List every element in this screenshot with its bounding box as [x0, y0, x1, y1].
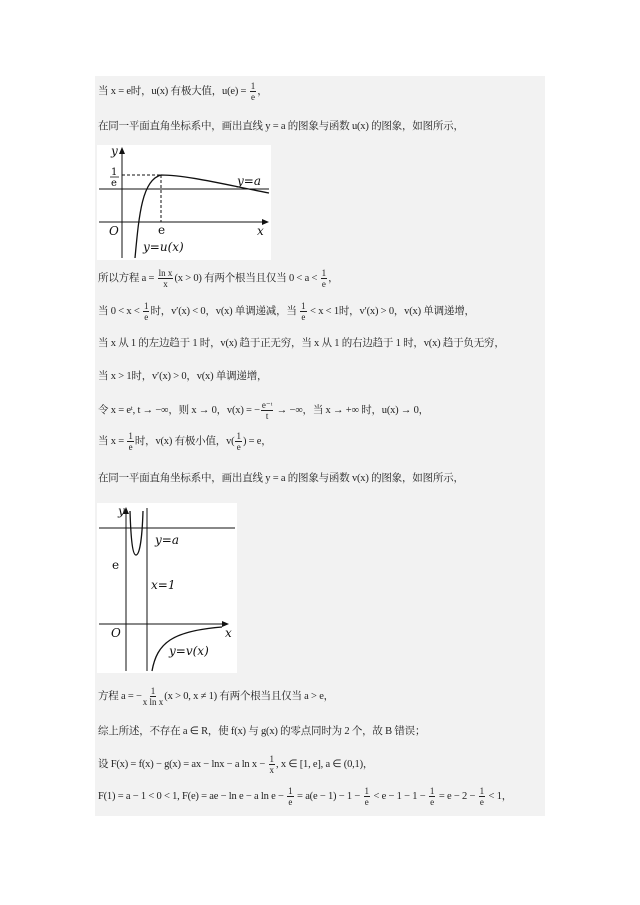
- y-axis-label: y: [111, 145, 118, 158]
- fraction: [127, 431, 134, 452]
- denominator: e: [364, 797, 369, 808]
- text-line: [98, 397, 544, 425]
- fraction: [364, 786, 371, 807]
- fraction: [143, 301, 150, 322]
- text-segment: 当 0 < x <: [98, 306, 142, 317]
- text-line: [98, 330, 544, 358]
- fraction: [250, 81, 257, 102]
- numerator: 1: [128, 431, 133, 442]
- tick-e: e: [158, 223, 166, 237]
- text-segment: 当 x =: [98, 436, 127, 447]
- text-segment: ，: [257, 86, 268, 97]
- text-segment: 方程 a = −: [98, 691, 142, 702]
- text-segment: 在同一平面直角坐标系中，画出直线 y = a 的图象与函数 u(x) 的图象，如图所示，: [98, 121, 464, 132]
- fraction: [287, 786, 294, 807]
- text-segment: = a(e − 1) − 1 −: [294, 791, 363, 802]
- text-line: [98, 783, 544, 811]
- fraction: [321, 268, 328, 289]
- fraction: [269, 754, 276, 775]
- x-axis-label: x: [225, 626, 232, 640]
- graph-v: [97, 503, 237, 673]
- text-segment: 当 x = e时，u(x) 有极大值，u(e) =: [98, 86, 249, 97]
- numerator: 1: [429, 786, 435, 797]
- text-segment: (x > 0, x ≠ 1) 有两个根当且仅当 a > e，: [164, 691, 334, 702]
- text-segment: 当 x 从 1 的左边趋于 1 时，v(x) 趋于正无穷，当 x 从 1 的右边趋于 1 时，v(x) 趋于负无穷，: [98, 338, 505, 349]
- text-segment: 令 x = eᵗ, t → −∞，则 x → 0，v(x) = −: [98, 405, 260, 416]
- x-axis-label: x: [257, 224, 264, 238]
- origin-label: O: [111, 626, 121, 640]
- text-segment: 综上所述，不存在 a ∈ R，使 f(x) 与 g(x) 的零点同时为 2 个，故 B 错误；: [98, 726, 426, 737]
- denominator: x: [163, 279, 168, 290]
- denominator: e: [250, 92, 255, 103]
- text-line: [98, 298, 544, 326]
- numerator: 1: [479, 786, 485, 797]
- numerator: 1: [236, 431, 241, 442]
- text-line: [98, 683, 544, 711]
- denominator: e: [236, 442, 241, 453]
- text-line: [98, 465, 544, 493]
- text-line: [98, 363, 544, 391]
- asymptote-label: x=1: [151, 578, 176, 592]
- y-axis-label: y: [118, 504, 125, 518]
- numerator: 1: [364, 786, 370, 797]
- fraction: [429, 786, 436, 807]
- denominator: e: [321, 279, 326, 290]
- fraction: [158, 268, 174, 289]
- text-segment: 当 x > 1时，v′(x) > 0，v(x) 单调递增，: [98, 371, 268, 382]
- curve-label: y=u(x): [143, 240, 184, 254]
- fraction: [300, 301, 307, 322]
- text-segment: = e − 2 −: [436, 791, 478, 802]
- fraction: [143, 686, 164, 707]
- denominator: x: [269, 765, 275, 776]
- denominator: t: [265, 411, 269, 422]
- text-segment: (x > 0) 有两个根当且仅当 0 < a <: [174, 273, 320, 284]
- fraction: [261, 400, 273, 421]
- text-segment: 所以方程 a =: [98, 273, 157, 284]
- fraction: [235, 431, 242, 452]
- denominator: e: [430, 797, 435, 808]
- text-line: [98, 78, 544, 106]
- text-segment: ，: [328, 273, 339, 284]
- origin-label: O: [109, 224, 119, 238]
- denominator: e: [144, 312, 149, 323]
- numerator: 1: [269, 754, 275, 765]
- text-segment: 在同一平面直角坐标系中，画出直线 y = a 的图象与函数 v(x) 的图象，如图所示，: [98, 473, 464, 484]
- text-line: [98, 751, 544, 779]
- numerator: 1: [301, 301, 306, 312]
- text-line: [98, 718, 544, 746]
- text-segment: 时，v(x) 有极小值，v(: [134, 436, 235, 447]
- line-label: y=a: [155, 533, 179, 547]
- numerator: 1: [288, 786, 293, 797]
- numerator: 1: [321, 268, 327, 279]
- tick-one: 1: [111, 167, 118, 178]
- text-segment: < 1，: [486, 791, 513, 802]
- text-line: [98, 428, 544, 456]
- tick-e: e: [112, 558, 120, 572]
- numerator: ln x: [158, 268, 173, 279]
- text-segment: < x < 1时，v′(x) > 0，v(x) 单调递增，: [307, 306, 475, 317]
- fraction: [479, 786, 486, 807]
- numerator: 1: [250, 81, 256, 92]
- text-segment: < e − 1 − 1 −: [371, 791, 428, 802]
- curve-label: y=v(x): [169, 644, 209, 658]
- denominator: e: [288, 797, 293, 808]
- numerator: e⁻ᵗ: [261, 400, 273, 411]
- tick-e-den: e: [111, 178, 117, 189]
- text-segment: 时，v′(x) < 0，v(x) 单调递减，当: [150, 306, 300, 317]
- text-segment: F(1) = a − 1 < 0 < 1, F(e) = ae − ln e − a ln e −: [98, 791, 287, 802]
- numerator: 1: [150, 686, 156, 697]
- numerator: 1: [143, 301, 149, 312]
- denominator: e: [301, 312, 306, 323]
- denominator: e: [479, 797, 484, 808]
- graph-u: [97, 145, 271, 260]
- denominator: e: [128, 442, 133, 453]
- text-segment: ) = e，: [242, 436, 272, 447]
- text-line: [98, 265, 544, 293]
- text-segment: → −∞，当 x → +∞ 时，u(x) → 0，: [274, 405, 429, 416]
- text-line: [98, 113, 544, 141]
- text-segment: 设 F(x) = f(x) − g(x) = ax − lnx − a ln x −: [98, 759, 268, 770]
- denominator: x ln x: [142, 697, 164, 708]
- line-label: y=a: [237, 174, 261, 188]
- text-segment: , x ∈ [1, e], a ∈ (0,1)，: [276, 759, 374, 770]
